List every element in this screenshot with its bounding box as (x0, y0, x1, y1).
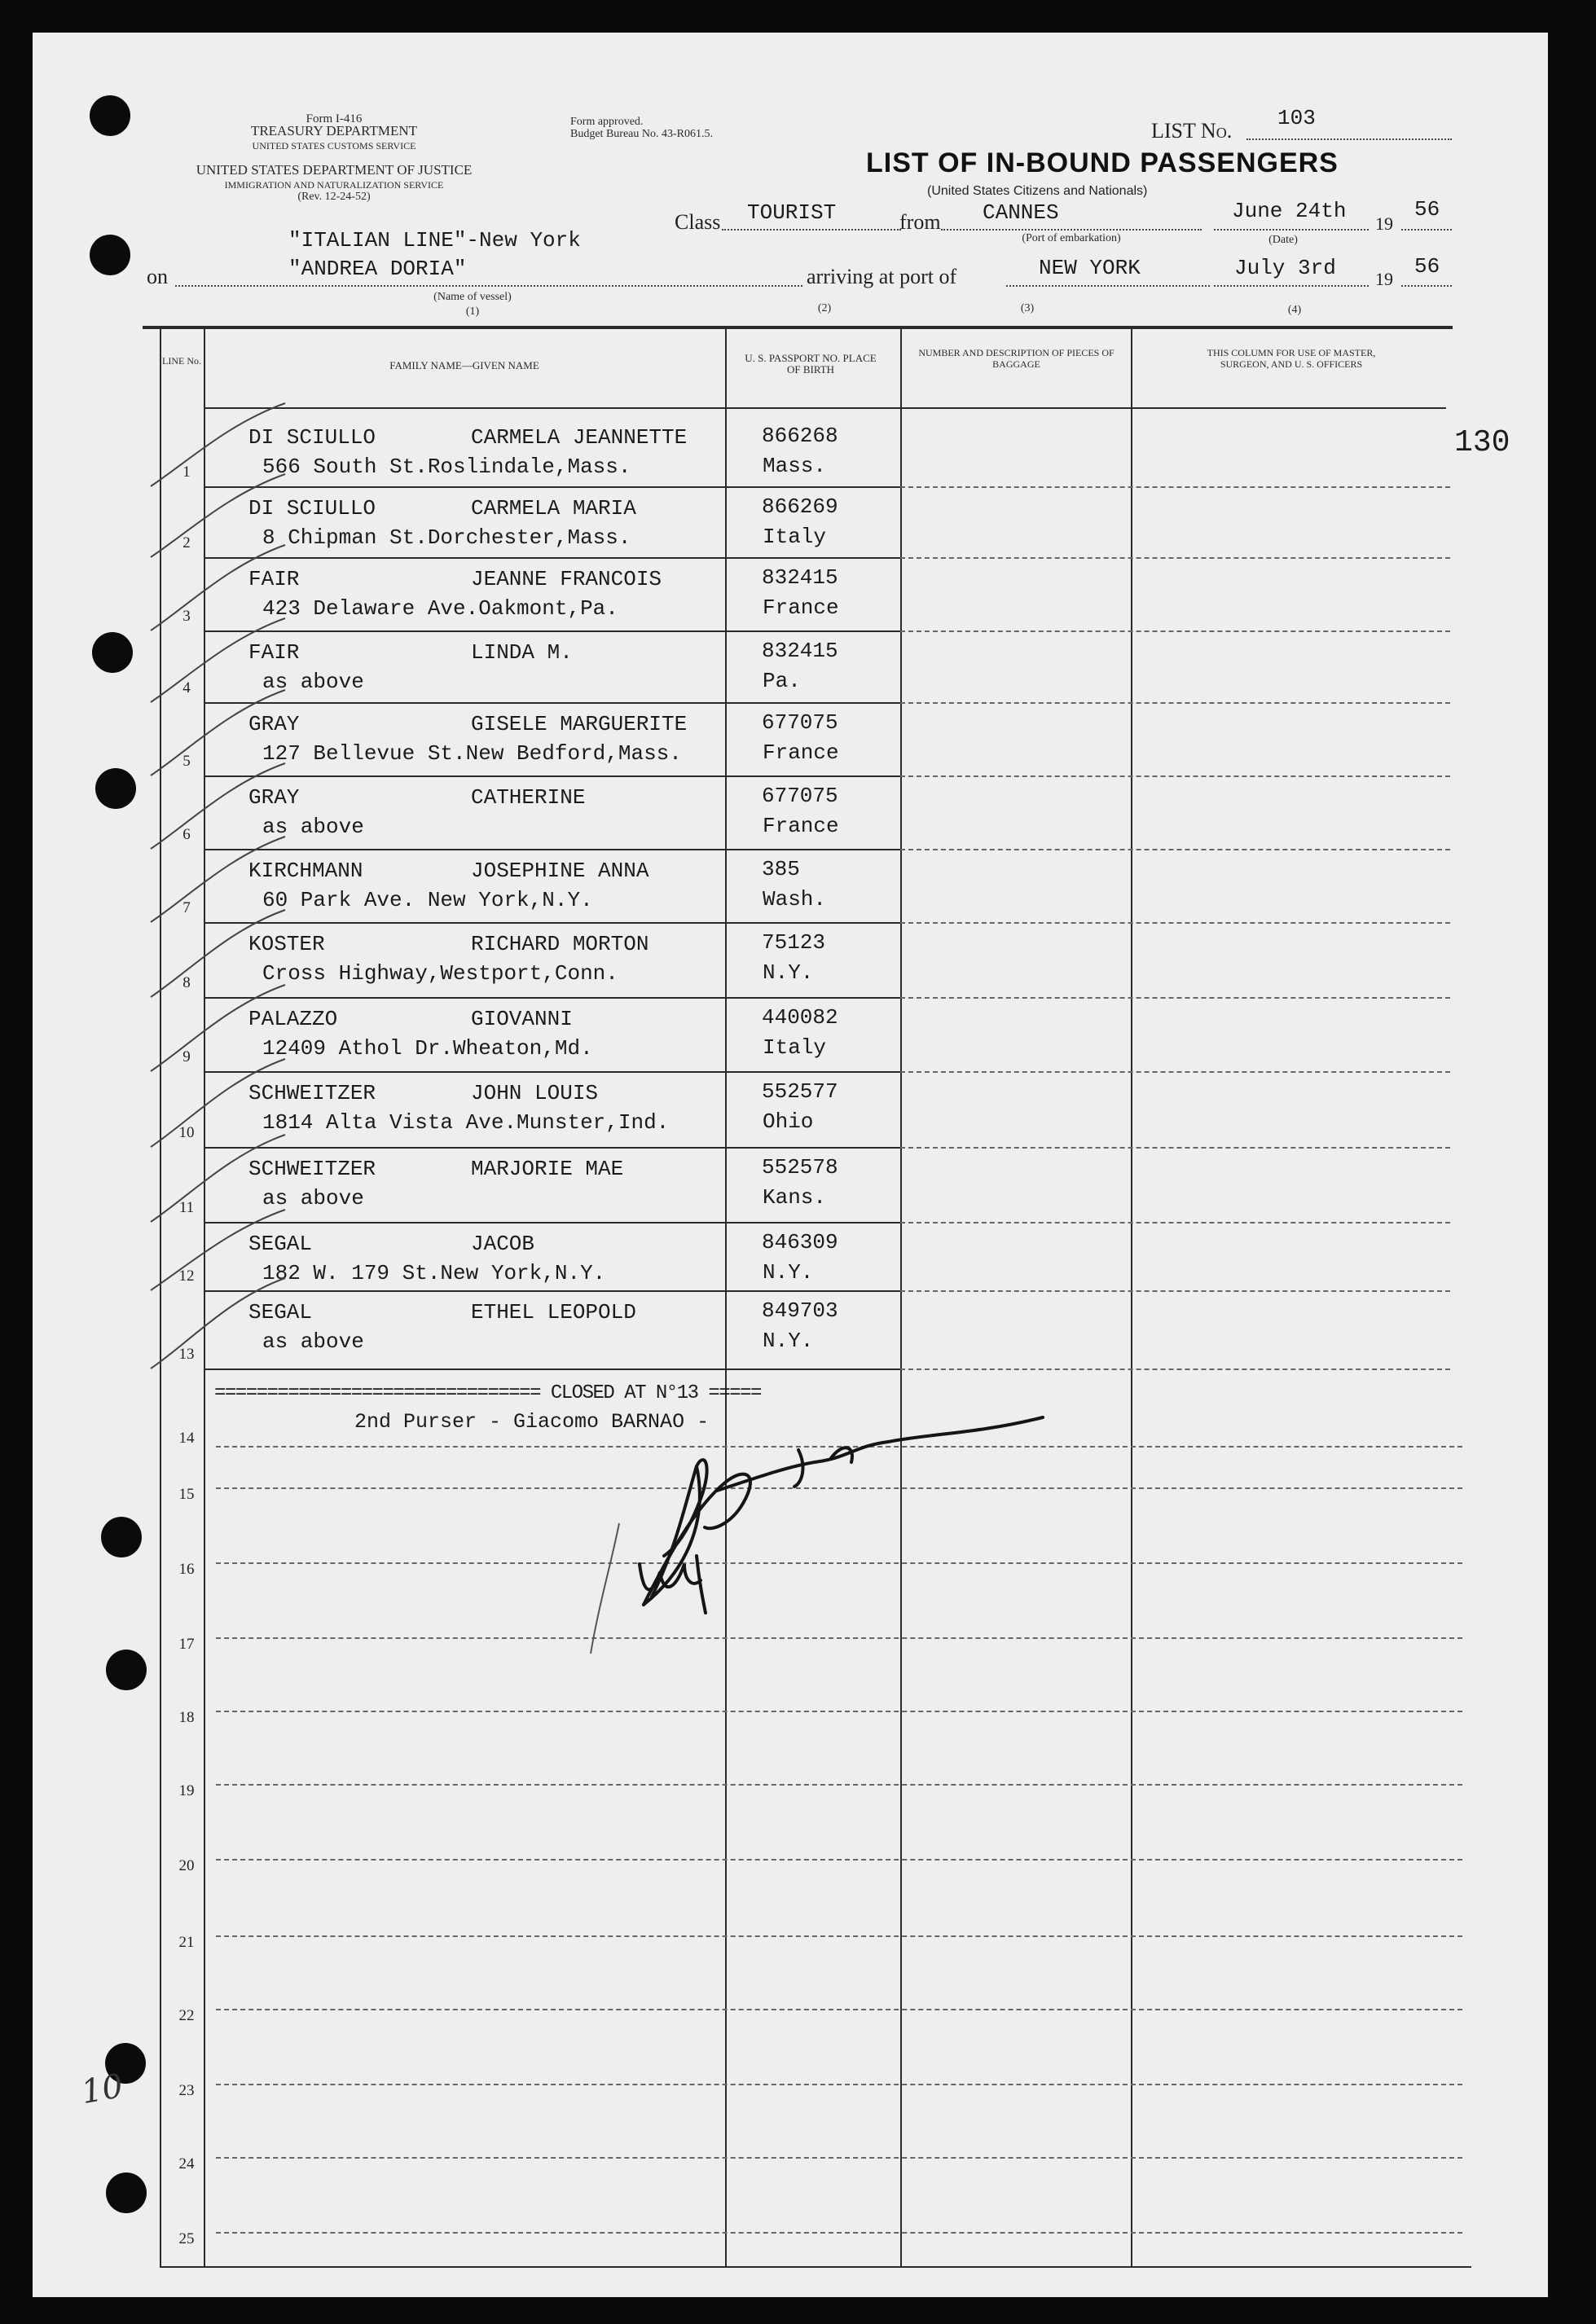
on-label: on (147, 265, 168, 288)
family-name: GRAY (248, 712, 300, 736)
row-rule-dashed (900, 630, 1450, 632)
birthplace: N.Y. (763, 1260, 814, 1285)
line-number: 3 (182, 608, 191, 625)
vessel-caption: (Name of vessel) (433, 291, 512, 303)
birthplace: France (763, 740, 839, 765)
col-num-2: (2) (817, 302, 832, 314)
line-number: 16 (178, 1561, 195, 1578)
row-rule-dashed (900, 557, 1450, 559)
empty-row-rule (216, 2009, 1462, 2010)
birthplace: Kans. (763, 1185, 827, 1210)
vessel-dotted-line (175, 285, 802, 287)
empty-row-rule (216, 1711, 1462, 1712)
row-rule-dashed (900, 922, 1450, 924)
justice-dept: UNITED STATES DEPARTMENT OF JUSTICE (196, 162, 473, 178)
customs-service: UNITED STATES CUSTOMS SERVICE (252, 140, 416, 152)
row-rule-dashed (900, 1222, 1450, 1224)
row-rule-dashed (900, 775, 1450, 777)
date-caption: (Date) (1268, 234, 1298, 246)
birthplace: France (763, 595, 839, 620)
line-number: 2 (182, 534, 191, 551)
row-rule-dashed (900, 1368, 1450, 1370)
family-name: DI SCIULLO (248, 496, 376, 521)
page-subtitle: (United States Citizens and Nationals) (927, 184, 1148, 198)
address: as above (262, 670, 364, 694)
purser-signature (521, 1385, 1092, 1694)
port-embark-line (941, 229, 1202, 231)
revision-date: (Rev. 12-24-52) (297, 191, 371, 203)
given-name: MARJORIE MAE (471, 1157, 624, 1181)
birthplace: France (763, 814, 839, 838)
col-rule-2 (725, 329, 727, 2268)
arrival-port: NEW YORK (1039, 256, 1141, 280)
line-number: 7 (182, 899, 191, 916)
col-num-3: (3) (1020, 302, 1035, 314)
address: 182 W. 179 St.New York,N.Y. (262, 1261, 606, 1285)
class-value: TOURIST (747, 200, 837, 225)
line-number: 9 (182, 1048, 191, 1065)
address: as above (262, 815, 364, 839)
line-number: 17 (178, 1636, 195, 1653)
passport-number: 832415 (762, 565, 838, 590)
row-rule (725, 1071, 900, 1073)
class-label: Class (675, 210, 721, 234)
passport-number: 677075 (762, 784, 838, 808)
col-rule-3 (900, 329, 902, 2268)
table-bottom-rule (160, 2266, 1471, 2268)
line-number: 5 (182, 753, 191, 770)
line-number: 15 (178, 1486, 195, 1503)
family-name: FAIR (248, 640, 300, 665)
form-approved: Form approved. (570, 116, 644, 128)
given-name: GISELE MARGUERITE (471, 712, 688, 736)
row-rule-dashed (900, 1071, 1450, 1073)
family-name: FAIR (248, 567, 300, 591)
row-rule (725, 1368, 900, 1370)
row-rule (725, 997, 900, 999)
row-rule (725, 1222, 900, 1224)
year-prefix-1: 19 (1375, 213, 1393, 234)
budget-bureau: Budget Bureau No. 43-R061.5. (570, 128, 713, 140)
passport-number: 385 (762, 857, 800, 881)
departure-date-line (1214, 229, 1369, 231)
passport-number: 677075 (762, 710, 838, 735)
given-name: JOSEPHINE ANNA (471, 859, 649, 883)
year-prefix-2: 19 (1375, 269, 1393, 289)
punch-hole (90, 235, 130, 275)
year-line-2 (1401, 285, 1452, 287)
given-name: JACOB (471, 1232, 535, 1256)
table-top-rule (143, 326, 1453, 329)
address: 12409 Athol Dr.Wheaton,Md. (262, 1036, 593, 1061)
passport-number: 552577 (762, 1079, 838, 1104)
treasury-dept: TREASURY DEPARTMENT (250, 123, 418, 138)
address: 8 Chipman St.Dorchester,Mass. (262, 525, 631, 550)
page-number: 130 (1454, 425, 1510, 460)
line-number: 19 (178, 1782, 195, 1799)
birthplace: Italy (763, 525, 827, 549)
line-number: 25 (178, 2230, 195, 2247)
empty-row-rule (216, 2157, 1462, 2159)
birthplace: N.Y. (763, 1329, 814, 1353)
passport-number: 866268 (762, 424, 838, 448)
line-number: 6 (182, 826, 191, 843)
address: 127 Bellevue St.New Bedford,Mass. (262, 741, 682, 766)
passport-number: 849703 (762, 1298, 838, 1323)
row-rule (725, 1147, 900, 1149)
birthplace: Pa. (763, 669, 801, 693)
punch-hole (106, 2172, 147, 2213)
empty-row-rule (216, 1935, 1462, 1937)
given-name: CARMELA JEANNETTE (471, 425, 688, 450)
address: 1814 Alta Vista Ave.Munster,Ind. (262, 1110, 670, 1135)
address: as above (262, 1329, 364, 1354)
given-name: JEANNE FRANCOIS (471, 567, 662, 591)
arriving-label: arriving at port of (807, 265, 957, 288)
punch-hole (106, 1650, 147, 1690)
closed-at-line: =============================== CLOSED AT N°13 ===== (214, 1382, 761, 1404)
address: Cross Highway,Westport,Conn. (262, 961, 618, 986)
line-number: 22 (178, 2007, 195, 2024)
row-rule (725, 775, 900, 777)
address: 60 Park Ave. New York,N.Y. (262, 888, 593, 912)
arrival-port-line (1006, 285, 1210, 287)
col-header-name: FAMILY NAME—GIVEN NAME (389, 359, 539, 371)
birthplace: Italy (763, 1035, 827, 1060)
col-num-4: (4) (1287, 304, 1302, 316)
row-rule-dashed (900, 1147, 1450, 1149)
row-rule-dashed (900, 849, 1450, 850)
class-line (722, 229, 901, 231)
address: as above (262, 1186, 364, 1210)
line-number: 24 (178, 2155, 195, 2172)
passport-number: 440082 (762, 1005, 838, 1030)
vessel-name: "ANDREA DORIA" (288, 257, 467, 281)
given-name: GIOVANNI (471, 1007, 573, 1031)
form-id: Form I-416 (306, 112, 363, 125)
arrival-date: July 3rd (1234, 256, 1336, 280)
from-label: from (899, 210, 941, 234)
port-embarkation: CANNES (983, 200, 1059, 225)
page-title: LIST OF IN-BOUND PASSENGERS (866, 147, 1339, 178)
arrival-year: 56 (1414, 254, 1440, 279)
empty-row-rule (216, 2084, 1462, 2085)
row-rule (725, 922, 900, 924)
punch-hole (92, 632, 133, 673)
given-name: CATHERINE (471, 785, 586, 810)
line-number: 8 (182, 974, 191, 991)
passport-number: 866269 (762, 494, 838, 519)
line-number: 13 (178, 1346, 195, 1363)
empty-row-rule (216, 1859, 1462, 1861)
list-no-value: 103 (1277, 106, 1316, 130)
line-number: 4 (182, 679, 191, 696)
row-rule (725, 849, 900, 850)
row-rule (725, 1290, 900, 1292)
birthplace: Ohio (763, 1109, 814, 1134)
family-name: KOSTER (248, 932, 325, 956)
empty-row-rule (216, 2232, 1462, 2234)
family-name: SCHWEITZER (248, 1157, 376, 1181)
arrival-date-line (1214, 285, 1369, 287)
line-number: 23 (178, 2082, 195, 2099)
row-rule (725, 702, 900, 704)
col-header-officers: THIS COLUMN FOR USE OF MASTER, SURGEON, AND U. S. OFFICERS (1207, 347, 1376, 370)
punch-hole (90, 95, 130, 136)
row-rule-dashed (900, 702, 1450, 704)
port-embark-caption: (Port of embarkation) (1022, 232, 1121, 244)
row-rule (725, 486, 900, 488)
passport-number: 552578 (762, 1155, 838, 1180)
address: 423 Delaware Ave.Oakmont,Pa. (262, 596, 618, 621)
line-number: 14 (178, 1430, 195, 1447)
given-name: CARMELA MARIA (471, 496, 636, 521)
empty-row-rule (216, 1784, 1462, 1786)
col-header-passport: U. S. PASSPORT NO. PLACE OF BIRTH (745, 352, 877, 376)
given-name: RICHARD MORTON (471, 932, 649, 956)
row-rule-dashed (900, 486, 1450, 488)
given-name: LINDA M. (471, 640, 573, 665)
family-name: DI SCIULLO (248, 425, 376, 450)
family-name: SCHWEITZER (248, 1081, 376, 1105)
departure-date: June 24th (1232, 199, 1347, 223)
margin-note: 10 (78, 2067, 126, 2112)
vessel-line: "ITALIAN LINE"-New York (288, 228, 581, 253)
line-number: 12 (178, 1267, 195, 1285)
line-number: 18 (178, 1709, 195, 1726)
line-number: 20 (178, 1857, 195, 1874)
col-rule-4 (1131, 329, 1132, 2268)
col-num-1: (1) (465, 305, 480, 318)
given-name: JOHN LOUIS (471, 1081, 599, 1105)
row-rule (725, 557, 900, 559)
punch-hole (101, 1517, 142, 1557)
row-rule (725, 630, 900, 632)
address: 566 South St.Roslindale,Mass. (262, 455, 631, 479)
family-name: PALAZZO (248, 1007, 338, 1031)
family-name: SEGAL (248, 1300, 313, 1325)
given-name: ETHEL LEOPOLD (471, 1300, 636, 1325)
line-number: 10 (178, 1124, 195, 1141)
list-no-line (1246, 138, 1452, 140)
col-header-line-no: LINE No. (162, 355, 201, 367)
line-number: 1 (182, 463, 191, 481)
col-header-baggage: NUMBER AND DESCRIPTION OF PIECES OF BAGGAGE (918, 347, 1115, 370)
purser-line: 2nd Purser - Giacomo BARNAO - (354, 1410, 710, 1434)
passport-number: 832415 (762, 639, 838, 663)
passport-number: 846309 (762, 1230, 838, 1254)
family-name: GRAY (248, 785, 300, 810)
row-rule-dashed (900, 1290, 1450, 1292)
year-line-1 (1401, 229, 1452, 231)
passport-number: 75123 (762, 930, 826, 955)
ins-service: IMMIGRATION AND NATURALIZATION SERVICE (224, 179, 444, 191)
list-no-label: LIST No. (1151, 119, 1233, 143)
line-number: 21 (178, 1934, 195, 1951)
header-bottom-rule (204, 407, 1446, 409)
row-rule-dashed (900, 997, 1450, 999)
line-number: 11 (178, 1199, 195, 1216)
birthplace: Mass. (763, 454, 827, 478)
family-name: SEGAL (248, 1232, 313, 1256)
birthplace: Wash. (763, 887, 827, 912)
check-mark (130, 1274, 293, 1385)
departure-year: 56 (1414, 197, 1440, 222)
family-name: KIRCHMANN (248, 859, 363, 883)
birthplace: N.Y. (763, 960, 814, 985)
